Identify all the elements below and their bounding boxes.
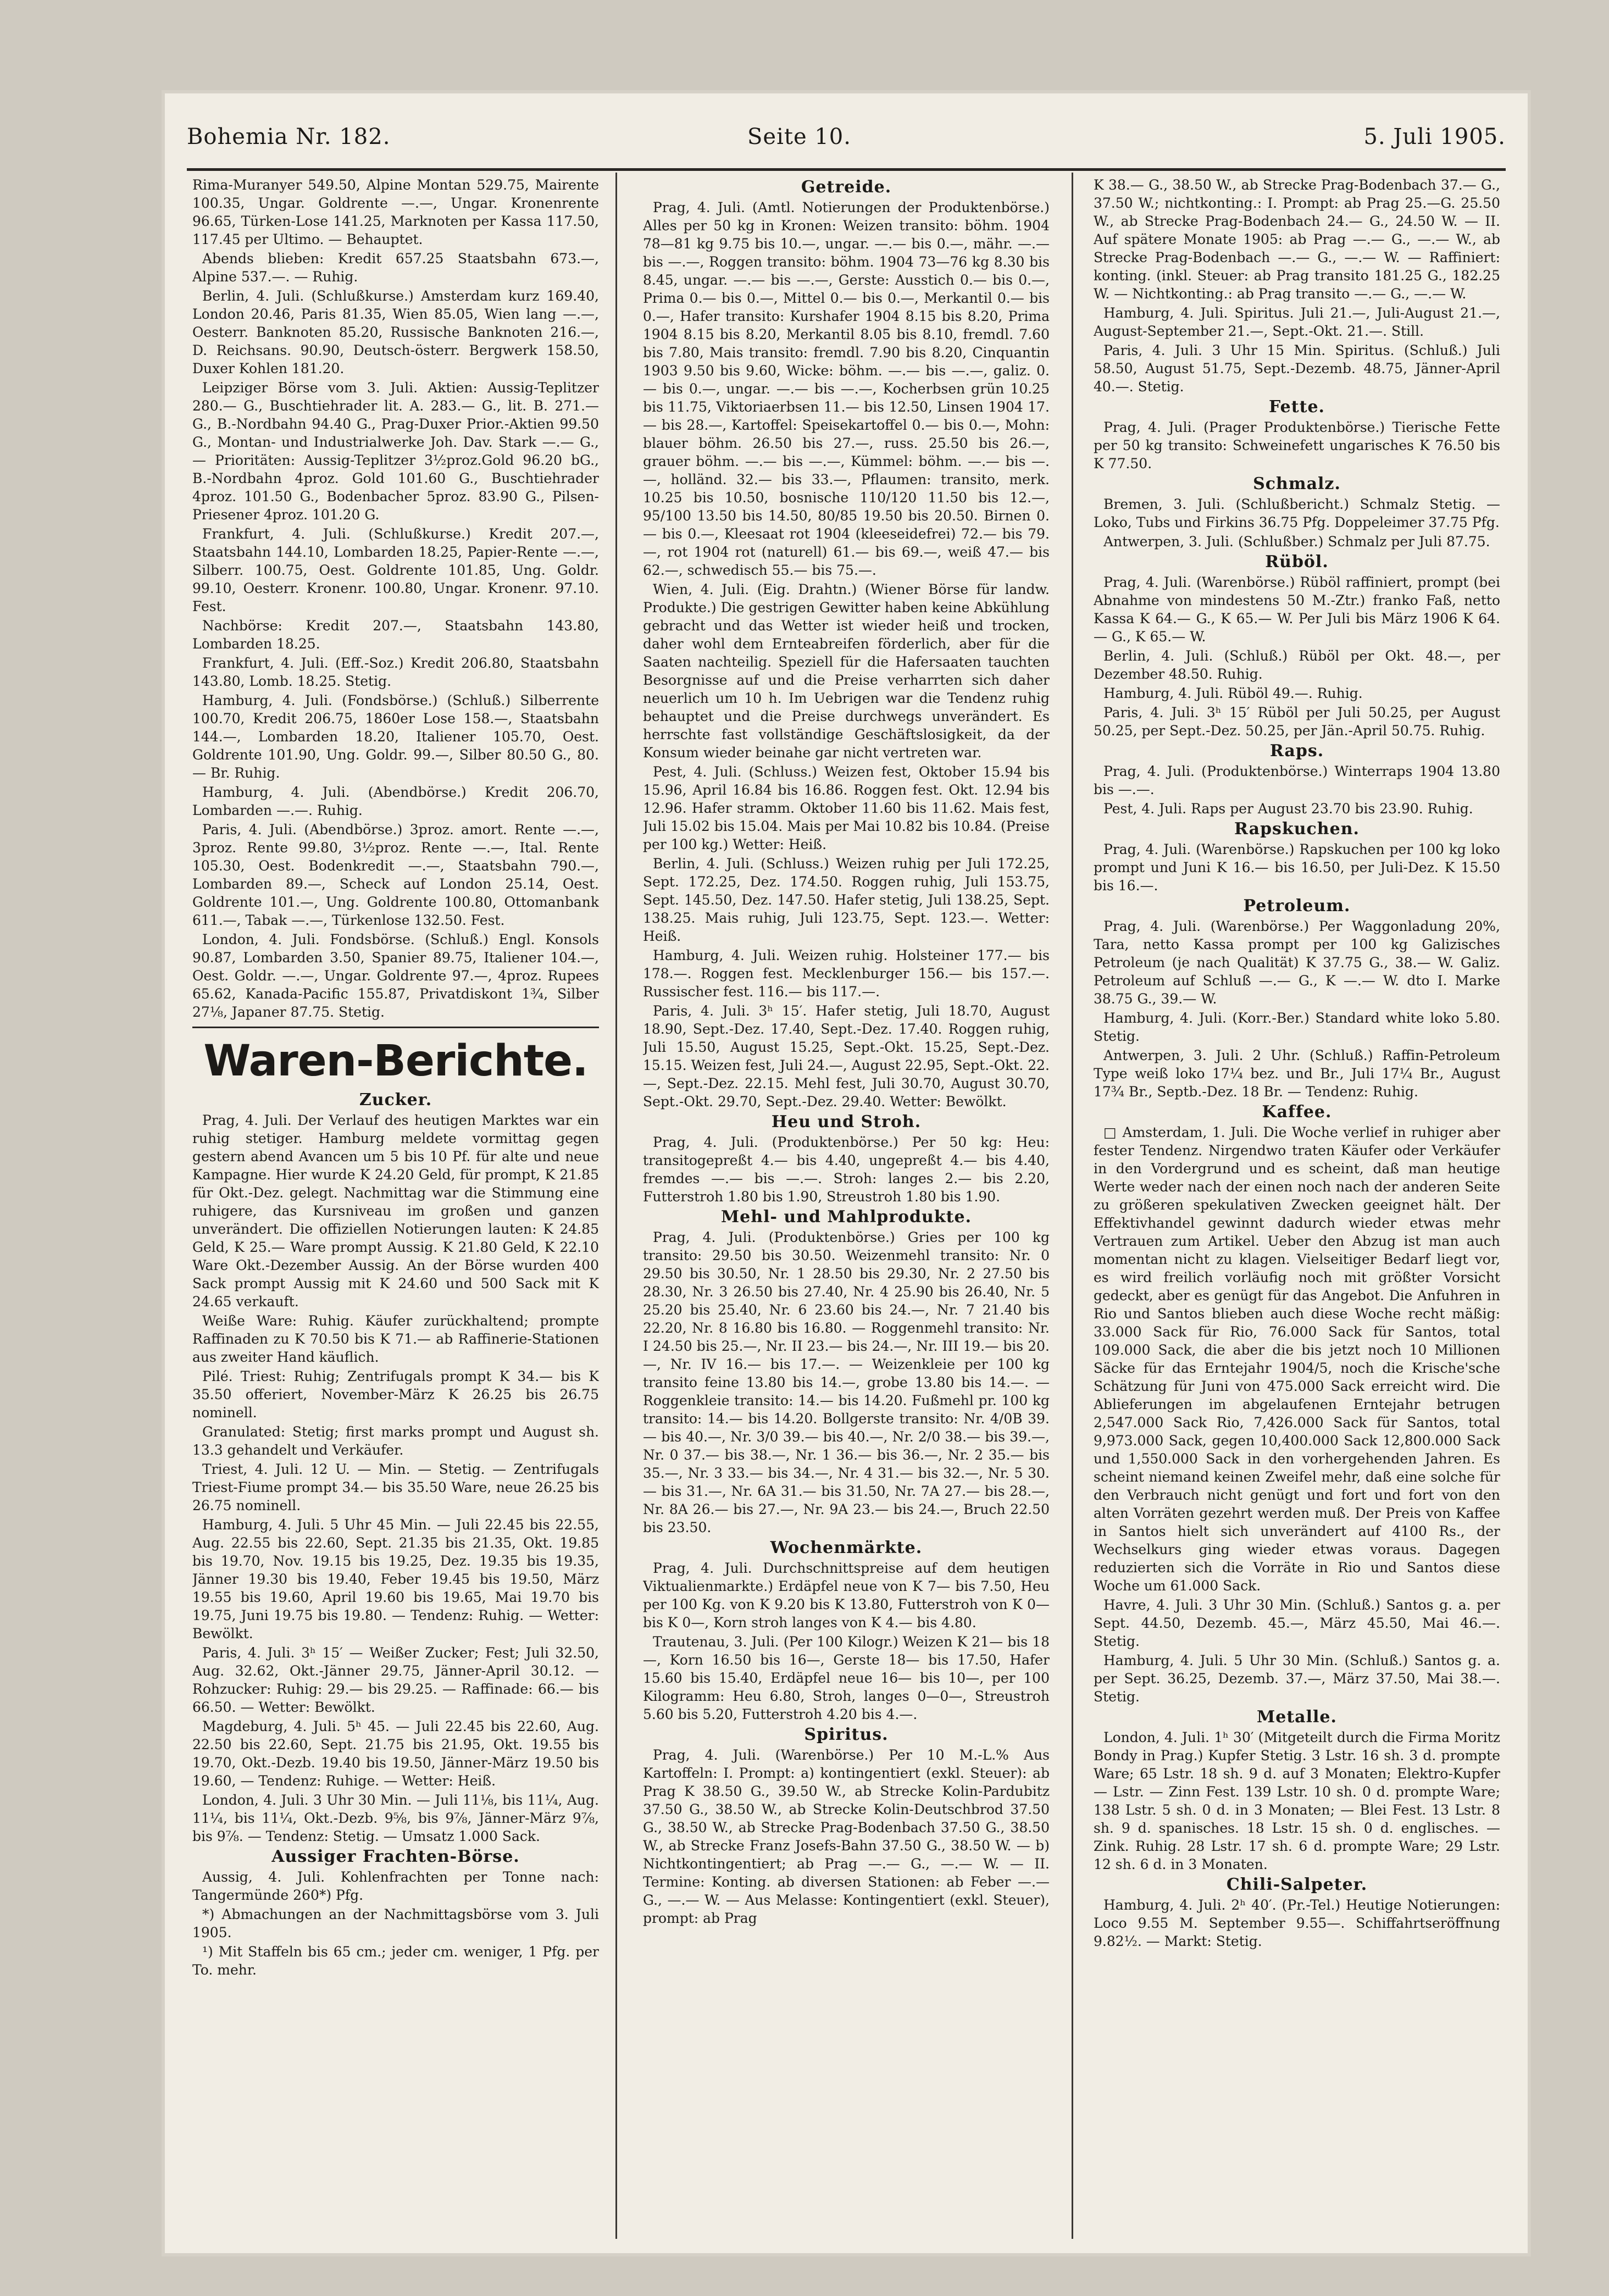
subheading: Rapskuchen.	[1234, 819, 1360, 839]
paragraph: □ Amsterdam, 1. Juli. Die Woche verlief in ruhiger aber fester Tendenz. Nirgendwo traten Käufer oder Verkäufer in den Vordergrund und es scheint, daß man heutige Werte weder nach der einen noch nach der anderen Seite zu größeren spekulativen Zwecken geeignet hält. Der Effektivhandel gewinnt dadurch wieder etwas mehr Vertrauen zum Artikel. Ueber den Abzug ist man auch momentan nicht zu klagen. Vielseitiger Bedarf liegt vor, es wird freilich vorläufig noch mit größter Vorsicht gedeckt, aber es genügt für das Angebot. Die Anfuhren in Rio und Santos blieben auch diese Woche recht mäßig: 33.000 Sack für Rio, 76.000 Sack für Santos, total 109.000 Sack, die aber die bis jetzt noch 10 Millionen Säcke für das Erntejahr 1904/5, noch die Krische'sche Schätzung für Juni von 475.000 Sack erreicht wird. Die Ablieferungen im abgelaufenen Erntejahr betrugen 2,547.000 Sack Rio, 7,426.000 Sack für Santos, total 9,973.000 Sack, gegen 10,400.000 Sack 12,800.000 Sack und 1,550.000 Sack in den vorhergehenden Jahren. Es scheint niemand keinen Zweifel mehr, daß eine solche für den Verbrauch nicht genügt und fort und fort von den alten Vorräten gezehrt werden muß. Der Preis von Kaffee in Santos hielt sich unverändert auf 4100 Rs., der Wechselkurs ging wieder etwas voraus. Dagegen reduzierten sich die Vorräte in Rio und Santos diese Woche um 61.000 Sack.	[1094, 1124, 1500, 1594]
subheading: Chili-Salpeter.	[1226, 1875, 1368, 1894]
paragraph: Hamburg, 4. Juli. Rüböl 49.—. Ruhig.	[1103, 685, 1363, 701]
paragraph: Prag, 4. Juli. (Warenbörse.) Per Waggonladung 20%, Tara, netto Kassa prompt per 100 kg Galizisches Petroleum (je nach Qualität) K 37.75 G., 38.— W. Galiz. Petroleum auf Schluß —.— G., K —.— W. dto I. Marke 38.75 G., 39.— W.	[1094, 918, 1500, 1007]
paragraph: Berlin, 4. Juli. (Schluss.) Weizen ruhig per Juli 172.25, Sept. 172.25, Dez. 174.50. Roggen ruhig, Juli 153.75, Sept. 145.50, Dez. 147.50. Hafer stetig, Juli 138.25, Sept. 138.25. Mais ruhig, Juli 123.75, Sept. 123.—. Wetter: Heiß.	[643, 856, 1050, 944]
subheading: Schmalz.	[1253, 474, 1341, 493]
subheading: Aussiger Frachten-Börse.	[271, 1847, 520, 1866]
paragraph: K 38.— G., 38.50 W., ab Strecke Prag-Bodenbach 37.— G., 37.50 W.; nichtkonting.: I. Prompt: ab Prag 25.—G. 25.50 W., ab Strecke Prag-Bodenbach 24.— G., 24.50 W. — II. Auf spätere Monate 1905: ab Prag —.— G., —.— W., ab Strecke Prag-Bodenbach —.— G., —.— W. — Raffiniert: konting. (inkl. Steuer: ab Prag transito 181.25 G., 182.25 W. — Nichtkonting.: ab Prag transito —.— G., —.— W.	[1094, 177, 1500, 302]
column-divider-1	[615, 173, 617, 2239]
paragraph: Paris, 4. Juli. 3ʰ 15′ Rüböl per Juli 50.25, per August 50.25, per Sept.-Dez. 50.25, per Jän.-April 50.75. Ruhig.	[1094, 705, 1500, 739]
subheading: Petroleum.	[1243, 896, 1351, 916]
paragraph: Prag, 4. Juli. (Prager Produktenbörse.) Tierische Fette per 50 kg transito: Schweinefett ungarisches K 76.50 bis K 77.50.	[1094, 419, 1500, 472]
paragraph: Paris, 4. Juli. 3 Uhr 15 Min. Spiritus. (Schluß.) Juli 58.50, August 51.75, Sept.-Dezemb. 48.75, Jänner-April 40.—. Stetig.	[1094, 342, 1500, 395]
paragraph: Havre, 4. Juli. 3 Uhr 30 Min. (Schluß.) Santos g. a. per Sept. 44.50, Dezemb. 45.—, März 45.50, Mai 46.—. Stetig.	[1094, 1597, 1500, 1649]
paragraph: Hamburg, 4. Juli. (Abendbörse.) Kredit 206.70, Lombarden —.—. Ruhig.	[192, 784, 599, 818]
paragraph: Berlin, 4. Juli. (Schlußkurse.) Amsterdam kurz 169.40, London 20.46, Paris 81.35, Wien 85.05, Wien lang —.—, Oesterr. Banknoten 85.20, Russische Banknoten 216.—, D. Reichsans. 90.90, Deutsch-österr. Bergwerk 158.50, Duxer Kohlen 181.20.	[192, 288, 599, 376]
paragraph: Triest, 4. Juli. 12 U. — Min. — Stetig. — Zentrifugals Triest-Fiume prompt 34.— bis 35.50 Ware, neue 26.25 bis 26.75 nominell.	[192, 1461, 599, 1513]
subheading: Rüböl.	[1265, 552, 1329, 572]
column-2	[643, 176, 1050, 2242]
masthead: Bohemia Nr. 182.	[187, 124, 391, 149]
subheading: Fette.	[1269, 397, 1325, 417]
section-rule	[192, 1027, 599, 1028]
paragraph: Hamburg, 4. Juli. (Fondsbörse.) (Schluß.) Silberrente 100.70, Kredit 206.75, 1860er Lose 158.—, Staatsbahn 144.—, Lombarden 18.20, Italiener 105.70, Oest. Goldrente 101.90, Ung. Goldr. 99.—, Silber 80.50 G., 80.— Br. Ruhig.	[192, 692, 599, 781]
paragraph: London, 4. Juli. Fondsbörse. (Schluß.) Engl. Konsols 90.87, Lombarden 3.50, Spanier 89.75, Italiener 104.—, Oest. Goldr. —.—, Ungar. Goldrente 97.—, 4proz. Rupees 65.62, Kanada-Pacific 155.87, Privatdiskont 1¾, Silber 27⅛, Japaner 87.75. Stetig.	[192, 931, 599, 1020]
paragraph: London, 4. Juli. 1ʰ 30′ (Mitgeteilt durch die Firma Moritz Bondy in Prag.) Kupfer Stetig. 3 Lstr. 16 sh. 3 d. prompte Ware; 65 Lstr. 18 sh. 9 d. auf 3 Monaten; Elektro-Kupfer — Lstr. — Zinn Fest. 139 Lstr. 10 sh. 0 d. prompte Ware; 138 Lstr. 5 sh. 0 d. in 3 Monaten; — Blei Fest. 13 Lstr. 8 sh. 9 d. spanisches. 18 Lstr. 15 sh. 0 d. englisches. — Zink. Ruhig. 28 Lstr. 17 sh. 6 d. prompte Ware; 29 Lstr. 12 sh. 6 d. in 3 Monaten.	[1094, 1729, 1500, 1872]
subheading: Heu und Stroh.	[771, 1112, 922, 1132]
paragraph: Pilé. Triest: Ruhig; Zentrifugals prompt K 34.— bis K 35.50 offeriert, November-März K 26.25 bis 26.75 nominell.	[192, 1368, 599, 1421]
subheading: Getreide.	[801, 178, 892, 197]
subheading: Spiritus.	[804, 1725, 889, 1744]
column-1	[192, 176, 599, 2242]
paragraph: Pest, 4. Juli. Raps per August 23.70 bis 23.90. Ruhig.	[1103, 801, 1473, 817]
paragraph: Leipziger Börse vom 3. Juli. Aktien: Aussig-Teplitzer 280.— G., Buschtiehrader lit. A. 283.— G., lit. B. 271.— G., B.-Nordbahn 94.40 G., Prag-Duxer Prior.-Aktien 99.50 G., Montan- und Industrialwerke Joh. Dav. Stark —.— G., — Prioritäten: Aussig-Teplitzer 3½proz.Gold 96.20 bG., B.-Nordbahn 4proz. Gold 101.60 G., Buschtiehrader 4proz. 101.50 G., Bodenbacher 5proz. 83.90 G., Pilsen-Priesener 4proz. 101.20 G.	[192, 380, 599, 523]
paragraph: Magdeburg, 4. Juli. 5ʰ 45. — Juli 22.45 bis 22.60, Aug. 22.50 bis 22.60, Sept. 21.75 bis 21.95, Okt. 19.55 bis 19.70, Okt.-Dezb. 19.40 bis 19.50, Jänner-März 19.50 bis 19.60, — Tendenz: Ruhige. — Wetter: Heiß.	[192, 1718, 599, 1789]
paragraph: Prag, 4. Juli. (Amtl. Notierungen der Produktenbörse.) Alles per 50 kg in Kronen: Weizen transito: böhm. 1904 78—81 kg 9.75 bis 10.—, ungar. —.— bis 0.—, mähr. —.— bis —.—, Roggen transito: böhm. 1904 73—76 kg 8.30 bis 8.45, ungar. —.— bis —.—, Gerste: Ausstich 0.— bis 0.—, Prima 0.— bis 0.—, Mittel 0.— bis 0.—, Merkantil 0.— bis 0.—, Hafer transito: Kurshafer 1904 8.15 bis 8.20, Prima 1904 8.15 bis 8.20, Merkantil 8.05 bis 8.10, fremdl. 7.60 bis 7.80, Mais transito: fremdl. 7.90 bis 8.20, Cinquantin 1903 9.50 bis 9.60, Wicke: böhm. —.— bis —.—, galiz. 0.— bis 0.—, ungar. —.— bis —.—, Kocherbsen grün 10.25 bis 11.75, Viktoriaerbsen 11.— bis 12.50, Linsen 1904 17.— bis 28.—, Kartoffel: Speisekartoffel 0.— bis 0.—, Mohn: blauer böhm. 26.50 bis 27.—, russ. 25.50 bis 26.—, grauer böhm. —.— bis —.—, Kümmel: böhm. —.— bis —.—, holländ. 32.— bis 33.—, Pflaumen: transito, merk. 10.25 bis 10.50, bosnische 110/120 11.50 bis 12.—, 95/100 13.50 bis 14.50, 80/85 19.50 bis 20.50. Birnen 0.— bis 0.—, Kleesaat rot 1904 (kleeseidefrei) 72.— bis 79.—, rot 1904 rot (naturell) 61.— bis 69.—, weiß 47.— bis 62.—, schwedisch 55.— bis 75.—.	[643, 199, 1050, 578]
paragraph: Hamburg, 4. Juli. 2ʰ 40′. (Pr.-Tel.) Heutige Notierungen: Loco 9.55 M. September 9.55—. Schiffahrtseröffnung 9.82½. — Markt: Stetig.	[1094, 1897, 1500, 1949]
page-number: Seite 10.	[747, 124, 851, 149]
paragraph: Prag, 4. Juli. Der Verlauf des heutigen Marktes war ein ruhig stetiger. Hamburg meldete vormittag gegen gestern abend Avancen um 5 bis 10 Pf. für alte und neue Kampagne. Hier wurde K 24.20 Geld, für prompt, K 21.85 für Okt.-Dez. gelegt. Nachmittag war die Stimmung eine ruhigere, das Kursniveau im großen und ganzen unverändert. Die offiziellen Notierungen lauten: K 24.85 Geld, K 25.— Ware prompt Aussig. K 21.80 Geld, K 22.10 Ware Okt.-Dezember Aussig. An der Börse wurden 400 Sack prompt Aussig mit K 24.60 und 500 Sack mit K 24.65 verkauft.	[192, 1112, 599, 1310]
footnote: ¹) Mit Staffeln bis 65 cm.; jeder cm. weniger, 1 Pfg. per To. mehr.	[192, 1944, 599, 1978]
page-header	[187, 124, 1506, 168]
paragraph: Prag, 4. Juli. (Warenbörse.) Rapskuchen per 100 kg loko prompt und Juni K 16.— bis 16.50, per Juli-Dez. K 15.50 bis 16.—.	[1094, 841, 1500, 894]
subheading: Kaffee.	[1262, 1102, 1332, 1122]
paragraph: Hamburg, 4. Juli. Spiritus. Juli 21.—, Juli-August 21.—, August-September 21.—, Sept.-Okt. 21.—. Still.	[1094, 305, 1500, 339]
paragraph: Nachbörse: Kredit 207.—, Staatsbahn 143.80, Lombarden 18.25.	[192, 618, 599, 652]
paragraph: Abends blieben: Kredit 657.25 Staatsbahn 673.—, Alpine 537.—. — Ruhig.	[192, 251, 599, 285]
paragraph: Antwerpen, 3. Juli. (Schlußber.) Schmalz per Juli 87.75.	[1103, 534, 1490, 550]
column-3	[1094, 176, 1500, 2242]
paragraph: Prag, 4. Juli. (Produktenbörse.) Winterraps 1904 13.80 bis —.—.	[1094, 763, 1500, 797]
paragraph: Prag, 4. Juli. (Warenbörse.) Rüböl raffiniert, prompt (bei Abnahme von mindestens 50 M.-Ztr.) franko Faß, netto Kassa K 64.— G., K 65.— W. Per Juli bis März 1906 K 64.— G., K 65.— W.	[1094, 574, 1500, 645]
paragraph: Paris, 4. Juli. (Abendbörse.) 3proz. amort. Rente —.—, 3proz. Rente 99.80, 3½proz. Rente —.—, Ital. Rente 105.30, Oest. Bodenkredit —.—, Staatsbahn 790.—, Lombarden 89.—, Scheck auf London 25.14, Oest. Goldrente 101.—, Ung. Goldrente 100.80, Ottomanbank 611.—, Tabak —.—, Türkenlose 132.50. Fest.	[192, 822, 599, 928]
paragraph: Granulated: Stetig; first marks prompt und August sh. 13.3 gehandelt und Verkäufer.	[192, 1424, 599, 1458]
paragraph: Paris, 4. Juli. 3ʰ 15′. Hafer stetig, Juli 18.70, August 18.90, Sept.-Dez. 17.40, Sept.-Dez. 17.40. Roggen ruhig, Juli 15.50, August 15.25, Sept.-Okt. 15.25, Sept.-Dez. 15.15. Weizen fest, Juli 24.—, August 22.95, Sept.-Okt. 22.—, Sept.-Dez. 22.15. Mehl fest, Juli 30.70, August 30.70, Sept.-Okt. 29.70, Sept.-Dez. 29.40. Wetter: Bewölkt.	[643, 1003, 1050, 1110]
paragraph: Hamburg, 4. Juli. (Korr.-Ber.) Standard white loko 5.80. Stetig.	[1094, 1010, 1500, 1044]
paragraph: Wien, 4. Juli. (Eig. Drahtn.) (Wiener Börse für landw. Produkte.) Die gestrigen Gewitter haben keine Abkühlung gebracht und das Wetter ist wieder heiß und trocken, daher wohl dem Ernteabreifen förderlich, aber für die Saaten nachteilig. Speziell für die Hafersaaten tauchten Besorgnisse auf und die Preise verharrten sich daher neuerlich um 10 h. Im Uebrigen war die Tendenz ruhig behauptet und die Preise durchwegs unverändert. Es herrschte fast vollständige Geschäftslosigkeit, da der Konsum wieder beinahe gar nicht vertreten war.	[643, 581, 1050, 761]
paragraph: Prag, 4. Juli. (Warenbörse.) Per 10 M.-L.% Aus Kartoffeln: I. Prompt: a) kontingentiert (exkl. Steuer): ab Prag K 38.50 G., 39.50 W., ab Strecke Kolin-Pardubitz 37.50 G., 38.50 W., ab Strecke Kolin-Deutschbrod 37.50 G., 38.50 W., ab Strecke Prag-Bodenbach 37.50 G., 38.50 W., ab Strecke Franz Josefs-Bahn 37.50 G., 38.50 W. — b) Nichtkontingentiert; ab Prag —.— G., —.— W. — II. Termine: Konting. ab diversen Stationen: ab Feber —.— G., —.— W. — Aus Melasse: Kontingentiert (exkl. Steuer), prompt: ab Prag	[643, 1747, 1050, 1926]
paragraph: Bremen, 3. Juli. (Schlußbericht.) Schmalz Stetig. — Loko, Tubs und Firkins 36.75 Pfg. Doppeleimer 37.75 Pfg.	[1094, 496, 1500, 530]
paragraph: Trautenau, 3. Juli. (Per 100 Kilogr.) Weizen K 21— bis 18—, Korn 16.50 bis 16—, Gerste 18— bis 17.50, Hafer 15.60 bis 15.40, Erdäpfel neue 16— bis 10—, per 100 Kilogramm: Heu 6.80, Stroh, langes 0—0—, Streustroh 5.60 bis 5.20, Futterstroh 4.20 bis 4.—.	[643, 1634, 1050, 1722]
paragraph: Paris, 4. Juli. 3ʰ 15′ — Weißer Zucker; Fest; Juli 32.50, Aug. 32.62, Okt.-Jänner 29.75, Jänner-April 30.12. — Rohzucker: Ruhig: 29.— bis 29.25. — Raffinade: 66.— bis 66.50. — Wetter: Bewölkt.	[192, 1645, 599, 1715]
paragraph: Prag, 4. Juli. (Produktenbörse.) Gries per 100 kg transito: 29.50 bis 30.50. Weizenmehl transito: Nr. 0 29.50 bis 30.50, Nr. 1 28.50 bis 29.30, Nr. 2 27.50 bis 28.30, Nr. 3 26.50 bis 27.40, Nr. 4 25.90 bis 26.40, Nr. 5 25.20 bis 25.40, Nr. 6 23.60 bis 24.—, Nr. 7 21.40 bis 22.20, Nr. 8 16.80 bis 16.80. — Roggenmehl transito: Nr. I 24.50 bis 25.—, Nr. II 23.— bis 24.—, Nr. III 19.— bis 20.—, Nr. IV 16.— bis 17.—. — Weizenkleie per 100 kg transito feine 13.80 bis 14.—, grobe 13.80 bis 14.—. — Roggenkleie transito: 14.— bis 14.20. Fußmehl pr. 100 kg transito: 14.— bis 14.20. Bollgerste transito: Nr. 4/0B 39.— bis 40.—, Nr. 3/0 39.— bis 40.—, Nr. 2/0 38.— bis 39.—, Nr. 0 37.— bis 38.—, Nr. 1 36.— bis 36.—, Nr. 2 35.— bis 35.—, Nr. 3 33.— bis 34.—, Nr. 4 31.— bis 32.—, Nr. 5 30.— bis 31.—, Nr. 6A 31.— bis 31.50, Nr. 7A 27.— bis 28.—, Nr. 8A 26.— bis 27.—, Nr. 9A 23.— bis 24.—, Bruch 22.50 bis 23.50.	[643, 1229, 1050, 1535]
paragraph: Prag, 4. Juli. Durchschnittspreise auf dem heutigen Viktualienmarkte.) Erdäpfel neue von K 7— bis 7.50, Heu per 100 Kg. von K 9.20 bis K 13.80, Futterstroh von K 0— bis K 0—, Korn stroh langes von K 4.— bis 4.80.	[643, 1560, 1050, 1631]
subheading: Raps.	[1269, 741, 1324, 761]
subheading: Mehl- und Mahlprodukte.	[720, 1207, 972, 1227]
paragraph: Hamburg, 4. Juli. Weizen ruhig. Holsteiner 177.— bis 178.—. Roggen fest. Mecklenburger 156.— bis 157.—. Russischer fest. 116.— bis 117.—.	[643, 947, 1050, 1000]
header-rule	[187, 168, 1506, 171]
paragraph: Aussig, 4. Juli. Kohlenfrachten per Tonne nach: Tangermünde 260*) Pfg.	[192, 1869, 599, 1903]
paragraph: Prag, 4. Juli. (Produktenbörse.) Per 50 kg: Heu: transitogepreßt 4.— bis 4.40, ungepreßt 4.— bis 4.40, fremdes —.— bis —.—. Stroh: langes 2.— bis 2.20, Futterstroh 1.80 bis 1.90, Streustroh 1.80 bis 1.90.	[643, 1134, 1050, 1205]
subheading: Metalle.	[1257, 1707, 1337, 1727]
paragraph: Rima-Muranyer 549.50, Alpine Montan 529.75, Mairente 100.35, Ungar. Goldrente —.—, Ungar. Kronenrente 96.65, Türken-Lose 141.25, Marknoten per Kassa 117.50, 117.45 per Ultimo. — Behauptet.	[192, 177, 599, 247]
paragraph: Antwerpen, 3. Juli. 2 Uhr. (Schluß.) Raffin-Petroleum Type weiß loko 17¼ bez. und Br., Juli 17¼ Br., August 17¾ Br., Septb.-Dez. 18 Br. — Tendenz: Ruhig.	[1094, 1047, 1500, 1100]
footnote: *) Abmachungen an der Nachmittagsbörse vom 3. Juli 1905.	[192, 1906, 599, 1940]
paragraph: London, 4. Juli. 3 Uhr 30 Min. — Juli 11⅛, bis 11¼, Aug. 11¼, bis 11¼, Okt.-Dezb. 9⅝, bis 9⅞, Jänner-März 9⅞, bis 9⅞. — Tendenz: Stetig. — Umsatz 1.000 Sack.	[192, 1792, 599, 1844]
newspaper-page	[165, 93, 1528, 2253]
paragraph: Frankfurt, 4. Juli. (Schlußkurse.) Kredit 207.—, Staatsbahn 144.10, Lombarden 18.25, Papier-Rente —.—, Silberr. 100.75, Oest. Goldrente 101.85, Ung. Goldr. 99.10, Oesterr. Kronenr. 100.80, Ungar. Kronenr. 97.10. Fest.	[192, 526, 599, 614]
section-headline: Waren-Berichte.	[203, 1036, 588, 1086]
paragraph: Frankfurt, 4. Juli. (Eff.-Soz.) Kredit 206.80, Staatsbahn 143.80, Lomb. 18.25. Stetig.	[192, 655, 599, 689]
paragraph: Hamburg, 4. Juli. 5 Uhr 45 Min. — Juli 22.45 bis 22.55, Aug. 22.55 bis 22.60, Sept. 21.35 bis 21.35, Okt. 19.85 bis 19.70, Nov. 19.15 bis 19.25, Dez. 19.35 bis 19.35, Jänner 19.30 bis 19.40, Feber 19.45 bis 19.50, März 19.55 bis 19.60, April 19.60 bis 19.65, Mai 19.70 bis 19.75, Juni 19.75 bis 19.80. — Tendenz: Ruhig. — Wetter: Bewölkt.	[192, 1517, 599, 1641]
issue-date: 5. Juli 1905.	[1363, 124, 1506, 149]
column-divider-2	[1072, 173, 1073, 2239]
subheading: Zucker.	[359, 1090, 432, 1110]
subheading: Wochenmärkte.	[770, 1538, 923, 1557]
paragraph: Weiße Ware: Ruhig. Käufer zurückhaltend; prompte Raffinaden zu K 70.50 bis K 71.— ab Raffinerie-Stationen aus zweiter Hand käuflich.	[192, 1313, 599, 1365]
paragraph: Pest, 4. Juli. (Schluss.) Weizen fest, Oktober 15.94 bis 15.96, April 16.84 bis 16.86. Roggen fest. Okt. 12.94 bis 12.96. Hafer stramm. Oktober 11.60 bis 11.62. Mais fest, Juli 15.02 bis 15.04. Mais per Mai 10.82 bis 10.84. (Preise per 100 kg.) Wetter: Heiß.	[643, 764, 1050, 852]
paragraph: Hamburg, 4. Juli. 5 Uhr 30 Min. (Schluß.) Santos g. a. per Sept. 36.25, Dezemb. 37.—, März 37.50, Mai 38.—. Stetig.	[1094, 1652, 1500, 1705]
paragraph: Berlin, 4. Juli. (Schluß.) Rüböl per Okt. 48.—, per Dezember 48.50. Ruhig.	[1094, 648, 1500, 682]
